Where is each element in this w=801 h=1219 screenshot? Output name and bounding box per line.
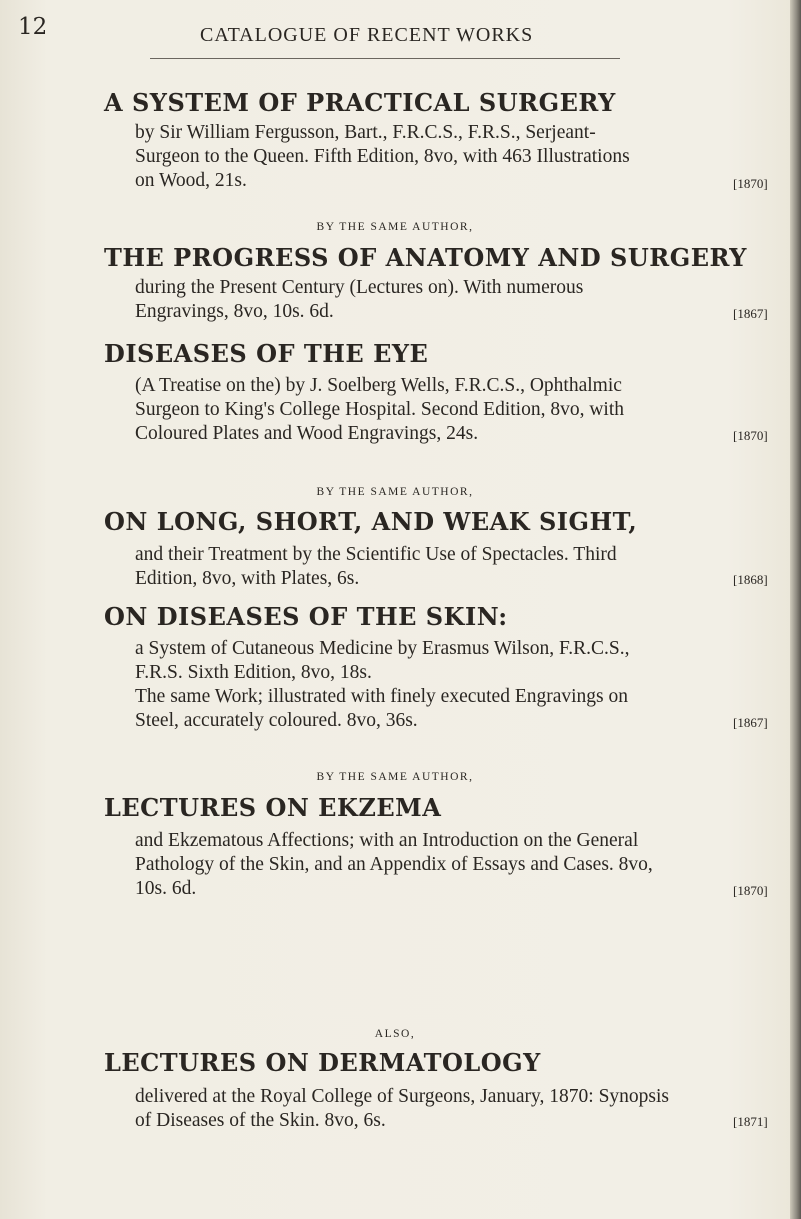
entry-year: [1870]	[733, 176, 768, 191]
entry-text-line: of Diseases of the Skin. 8vo, 6s.	[135, 1110, 386, 1131]
entry-text-line: Engravings, 8vo, 10s. 6d.	[135, 301, 334, 322]
by-same-author-label: BY THE SAME AUTHOR,	[316, 221, 474, 233]
entry-text-line: F.R.S. Sixth Edition, 8vo, 18s.	[135, 662, 372, 683]
page-edge	[790, 0, 801, 1219]
entry-title: LECTURES ON EKZEMA	[104, 793, 442, 822]
by-same-author-label: ALSO,	[374, 1028, 416, 1040]
entry-text-line: during the Present Century (Lectures on). With numerous	[135, 277, 584, 298]
entry-text-line: Pathology of the Skin, and an Appendix of Essays and Cases. 8vo,	[135, 854, 653, 875]
header-rule	[150, 58, 620, 59]
entry-text-line: delivered at the Royal College of Surgeons, January, 1870: Synopsis	[135, 1086, 670, 1107]
entry-text-line: and their Treatment by the Scientific Use of Spectacles. Third	[135, 544, 617, 565]
entry-text-line: on Wood, 21s.	[135, 170, 247, 191]
entry-title: ON DISEASES OF THE SKIN:	[104, 602, 508, 631]
entry-text-line: Edition, 8vo, with Plates, 6s.	[135, 568, 360, 589]
entry-year: [1871]	[733, 1114, 768, 1129]
entry-year: [1867]	[733, 306, 768, 321]
page-header	[0, 14, 790, 64]
entry-text-line: 10s. 6d.	[135, 878, 197, 899]
entry-text-line: a System of Cutaneous Medicine by Erasmus Wilson, F.R.C.S.,	[135, 638, 630, 659]
entry-title: DISEASES OF THE EYE	[104, 339, 429, 368]
entry-year: [1870]	[733, 428, 768, 443]
entry-text-line: and Ekzematous Affections; with an Introduction on the General	[135, 830, 639, 851]
entry-text-line: by Sir William Fergusson, Bart., F.R.C.S., F.R.S., Serjeant-	[135, 122, 596, 143]
entry-year: [1868]	[733, 572, 768, 587]
entry-title: ON LONG, SHORT, AND WEAK SIGHT,	[104, 507, 638, 536]
entry-text-line: Steel, accurately coloured. 8vo, 36s.	[135, 710, 418, 731]
entry-title: LECTURES ON DERMATOLOGY	[104, 1048, 541, 1077]
entry-title: A SYSTEM OF PRACTICAL SURGERY	[104, 88, 616, 117]
by-same-author-label: BY THE SAME AUTHOR,	[316, 486, 474, 498]
running-head: CATALOGUE OF RECENT WORKS	[200, 24, 534, 46]
entry-text-line: Coloured Plates and Wood Engravings, 24s.	[135, 423, 479, 444]
page-number: 12	[18, 14, 48, 40]
entry-text-line: The same Work; illustrated with finely executed Engravings on	[135, 686, 629, 707]
by-same-author-label: BY THE SAME AUTHOR,	[316, 771, 474, 783]
entry-text-line: Surgeon to the Queen. Fifth Edition, 8vo, with 463 Illustrations	[135, 146, 630, 167]
entry-text-line: (A Treatise on the) by J. Soelberg Wells, F.R.C.S., Ophthalmic	[135, 375, 622, 396]
entry-title: THE PROGRESS OF ANATOMY AND SURGERY	[104, 243, 747, 272]
entry-year: [1867]	[733, 715, 768, 730]
entry-year: [1870]	[733, 883, 768, 898]
entry-text-line: Surgeon to King's College Hospital. Second Edition, 8vo, with	[135, 399, 625, 420]
